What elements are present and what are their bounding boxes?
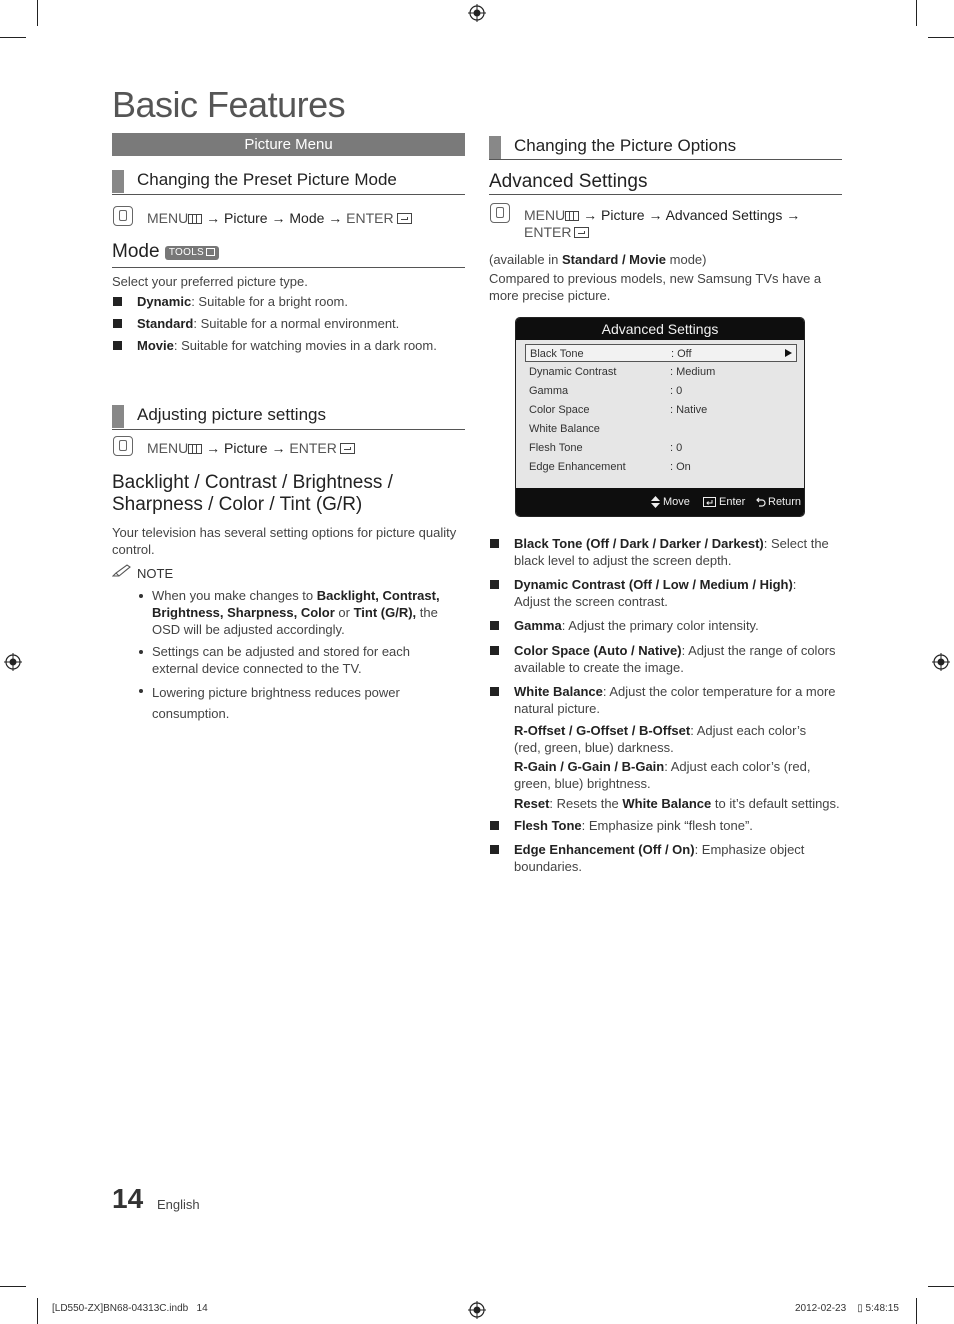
bullet-icon xyxy=(113,297,122,306)
section-tab-marker xyxy=(112,170,124,193)
section-heading: Changing the Preset Picture Mode xyxy=(137,170,397,189)
operation-icon xyxy=(113,436,133,456)
picture-menu-bar: Picture Menu xyxy=(112,133,465,156)
crop-mark xyxy=(916,0,917,26)
bullet-icon xyxy=(490,687,499,696)
crop-mark xyxy=(928,1286,954,1287)
reset-subitem: Reset: Resets the White Balance to it’s default settings. xyxy=(514,796,840,811)
note-item: When you make changes to Backlight, Contrast, Brightness, Sharpness, Color or Tint (G/R), the OSD will be adjusted accordingly. xyxy=(152,588,440,637)
black-tone-item: Black Tone (Off / Dark / Darker / Darkest): Select the black level to adjust the screen depth. xyxy=(514,536,829,568)
note-label: NOTE xyxy=(137,566,174,581)
page-number: 14 xyxy=(112,1183,144,1214)
advanced-settings-osd xyxy=(515,317,805,517)
crop-mark xyxy=(0,37,26,38)
right-arrow-icon xyxy=(785,349,792,357)
edge-enhancement-item: Edge Enhancement (Off / On): Emphasize object boundaries. xyxy=(514,842,805,874)
bullet-icon xyxy=(490,821,499,830)
osd-title: Advanced Settings xyxy=(516,318,804,340)
availability-note: (available in Standard / Movie mode) xyxy=(489,252,707,267)
bullet-icon xyxy=(113,341,122,350)
backlight-heading: Backlight / Contrast / Brightness / Sharpness / Color / Tint (G/R) xyxy=(112,472,393,515)
section-heading: Adjusting picture settings xyxy=(137,405,326,424)
crop-mark xyxy=(37,0,38,26)
note-item: Lowering picture brightness reduces power consumption. xyxy=(152,685,400,721)
mode-item: Movie: Suitable for watching movies in a dark room. xyxy=(137,338,437,353)
white-balance-item: White Balance: Adjust the color temperature for a more natural picture. xyxy=(514,684,836,716)
bullet-icon xyxy=(490,646,499,655)
advanced-settings-heading: Advanced Settings xyxy=(489,171,842,195)
return-icon xyxy=(756,497,766,507)
osd-row-color-space[interactable]: Color Space : Native xyxy=(529,404,708,416)
osd-return-label: Return xyxy=(768,496,802,508)
menu-path: MENU → Picture → Advanced Settings → ENTER xyxy=(524,207,801,240)
bullet-icon xyxy=(490,580,499,589)
comparison-note: Compared to previous models, new Samsung TVs have a more precise picture. xyxy=(489,271,822,303)
osd-enter-label: Enter xyxy=(719,496,746,508)
mode-item: Standard: Suitable for a normal environment. xyxy=(137,316,400,331)
color-space-item: Color Space (Auto / Native): Adjust the range of colors available to create the image. xyxy=(514,643,836,675)
flesh-tone-item: Flesh Tone: Emphasize pink “flesh tone”. xyxy=(514,818,753,833)
dynamic-contrast-item: Dynamic Contrast (Off / Low / Medium / High): Adjust the screen contrast. xyxy=(514,577,797,609)
mode-item: Dynamic: Suitable for a bright room. xyxy=(137,294,349,309)
osd-row-flesh-tone[interactable]: Flesh Tone : 0 xyxy=(529,442,683,454)
osd-row-white-balance[interactable]: White Balance xyxy=(529,423,600,435)
bullet-icon xyxy=(490,621,499,630)
menu-icon xyxy=(188,444,202,454)
note-item: Settings can be adjusted and stored for each external device connected to the TV. xyxy=(152,644,411,676)
enter-icon xyxy=(703,497,716,507)
preset-mode-section-header xyxy=(112,169,465,195)
crop-mark xyxy=(916,1298,917,1324)
operation-icon xyxy=(490,203,510,223)
registration-mark-icon xyxy=(4,653,22,671)
section-tab-marker xyxy=(112,405,124,428)
mode-heading: Mode TOOLS xyxy=(112,241,465,268)
osd-footer xyxy=(516,488,804,516)
bullet-dot xyxy=(139,594,143,598)
note-pencil-icon xyxy=(112,564,132,578)
page-language: English xyxy=(157,1197,200,1212)
bullet-dot xyxy=(139,689,143,693)
menu-path: MENU → Picture → Mode → ENTER xyxy=(147,210,412,227)
menu-icon xyxy=(565,211,579,221)
osd-row-dynamic-contrast[interactable]: Dynamic Contrast : Medium xyxy=(529,366,716,378)
bullet-icon xyxy=(490,845,499,854)
page-title: Basic Features xyxy=(112,84,346,125)
osd-row-gamma[interactable]: Gamma : 0 xyxy=(529,385,683,397)
offset-subitem: R-Offset / G-Offset / B-Offset: Adjust each color’s (red, green, blue) darkness. xyxy=(514,723,807,755)
osd-move-label: Move xyxy=(663,496,690,508)
tools-badge: TOOLS xyxy=(165,246,219,260)
up-down-arrow-icon xyxy=(651,496,660,508)
print-timestamp: 2012-02-23 ▯ 5:48:15 xyxy=(795,1303,899,1314)
print-file-info: [LD550-ZX]BN68-04313C.indb 14 xyxy=(52,1303,208,1314)
picture-options-section-header xyxy=(489,135,842,160)
backlight-intro: Your television has several setting options for picture quality control. xyxy=(112,525,457,557)
osd-row-black-tone[interactable]: Black Tone : Off xyxy=(525,344,797,362)
menu-icon xyxy=(188,214,202,224)
enter-icon xyxy=(340,443,355,454)
adjust-section-header xyxy=(112,404,465,430)
crop-mark xyxy=(928,37,954,38)
bullet-icon xyxy=(490,539,499,548)
menu-path: MENU → Picture → ENTER xyxy=(147,440,355,457)
enter-icon xyxy=(574,227,589,238)
gain-subitem: R-Gain / G-Gain / B-Gain: Adjust each color’s (red, green, blue) brightness. xyxy=(514,759,811,791)
bullet-icon xyxy=(113,319,122,328)
gamma-item: Gamma: Adjust the primary color intensity. xyxy=(514,618,759,633)
bullet-dot xyxy=(139,650,143,654)
registration-mark-icon xyxy=(468,1301,486,1319)
section-heading: Changing the Picture Options xyxy=(514,136,737,155)
mode-intro: Select your preferred picture type. xyxy=(112,274,308,289)
osd-row-edge-enhancement[interactable]: Edge Enhancement : On xyxy=(529,461,691,473)
registration-mark-icon xyxy=(468,4,486,22)
registration-mark-icon xyxy=(932,653,950,671)
enter-icon xyxy=(397,213,412,224)
section-tab-marker xyxy=(489,136,501,159)
crop-mark xyxy=(37,1298,38,1324)
operation-icon xyxy=(113,206,133,226)
crop-mark xyxy=(0,1286,26,1287)
